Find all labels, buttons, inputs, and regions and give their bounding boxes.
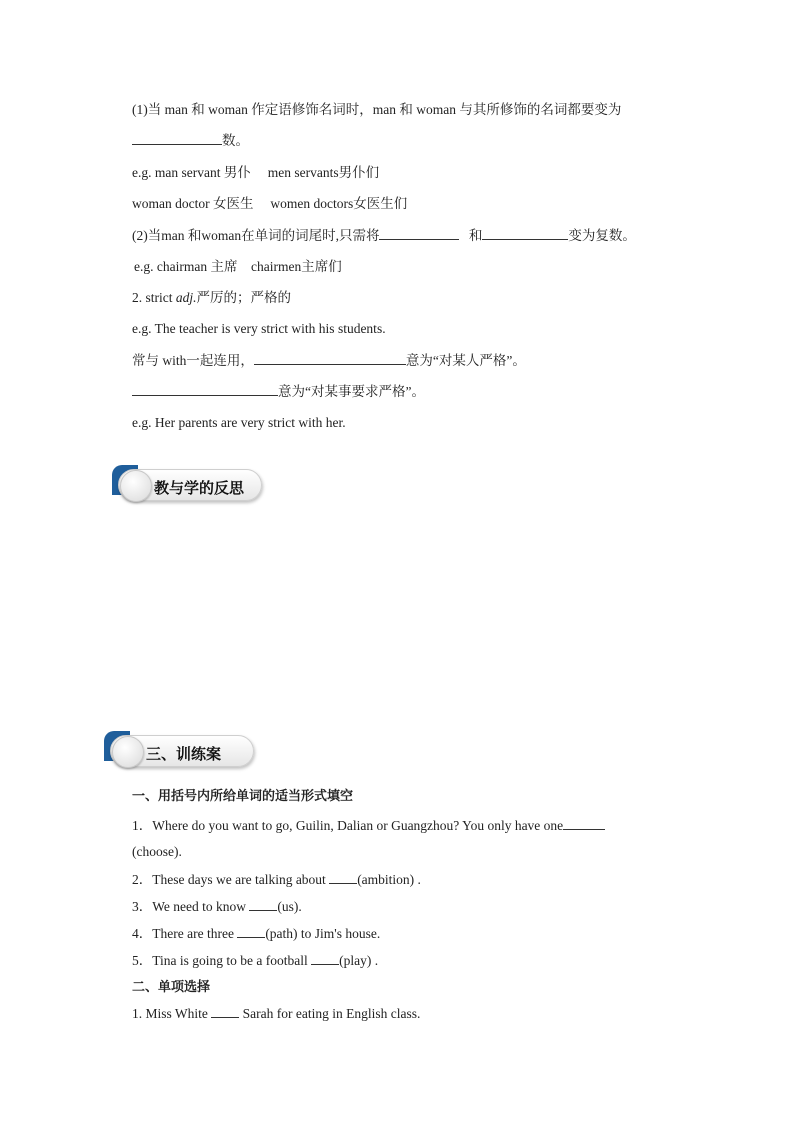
- fill-blank[interactable]: [482, 227, 568, 240]
- question-2: 2．These days we are talking about (ambition) .: [132, 872, 421, 887]
- fill-blank[interactable]: [211, 1005, 239, 1018]
- section-title: 教与学的反思: [154, 479, 245, 497]
- note-line-11: e.g. Her parents are very strict with her.: [132, 415, 346, 430]
- note-line-9: 常与 with一起连用， 意为“对某人严格”。: [132, 353, 526, 368]
- note-line-2: 数。: [132, 132, 249, 150]
- mc-question-1: 1. Miss White Sarah for eating in English class.: [132, 1006, 421, 1021]
- note-line-6: e.g. chairman 主席 chairmen主席们: [134, 259, 342, 274]
- question-1-cont: (choose).: [132, 844, 182, 859]
- note-line-1: (1)当 man 和 woman 作定语修饰名词时，man 和 woman 与其所修饰的名词都要变为: [132, 102, 622, 117]
- question-3: 3．We need to know (us).: [132, 899, 302, 914]
- note-line-8: e.g. The teacher is very strict with his students.: [132, 321, 386, 336]
- section-banner-training: [104, 731, 264, 771]
- circle-bullet-icon: [112, 736, 144, 768]
- question-1: 1．Where do you want to go, Guilin, Dalian or Guangzhou? You only have one: [132, 817, 605, 835]
- fill-blank[interactable]: [132, 383, 278, 396]
- fill-blank[interactable]: [237, 925, 265, 938]
- exercise-section-1-title: 一、用括号内所给单词的适当形式填空: [132, 789, 354, 804]
- fill-blank[interactable]: [254, 352, 406, 365]
- note-line-3: e.g. man servant 男仆 men servants男仆们: [132, 165, 380, 180]
- fill-blank[interactable]: [379, 227, 459, 240]
- fill-blank[interactable]: [329, 871, 357, 884]
- fill-blank[interactable]: [311, 952, 339, 965]
- circle-bullet-icon: [120, 470, 152, 502]
- question-4: 4．There are three (path) to Jim's house.: [132, 926, 381, 941]
- question-5: 5．Tina is going to be a football (play) .: [132, 953, 379, 968]
- fill-blank[interactable]: [132, 132, 222, 145]
- section-banner-reflection: [112, 465, 272, 505]
- section-title: 三、训练案: [146, 745, 222, 763]
- fill-blank[interactable]: [249, 898, 277, 911]
- note-line-10: 意为“对某事要求严格”。: [132, 383, 425, 401]
- exercise-section-2-title: 二、单项选择: [132, 980, 211, 995]
- note-line-4: woman doctor 女医生 women doctors女医生们: [132, 196, 408, 211]
- fill-blank[interactable]: [563, 817, 605, 830]
- note-line-5: (2)当man 和woman在单词的词尾时,只需将 和 变为复数。: [132, 228, 636, 243]
- note-line-7: 2. strict adj.严厉的；严格的: [132, 290, 292, 305]
